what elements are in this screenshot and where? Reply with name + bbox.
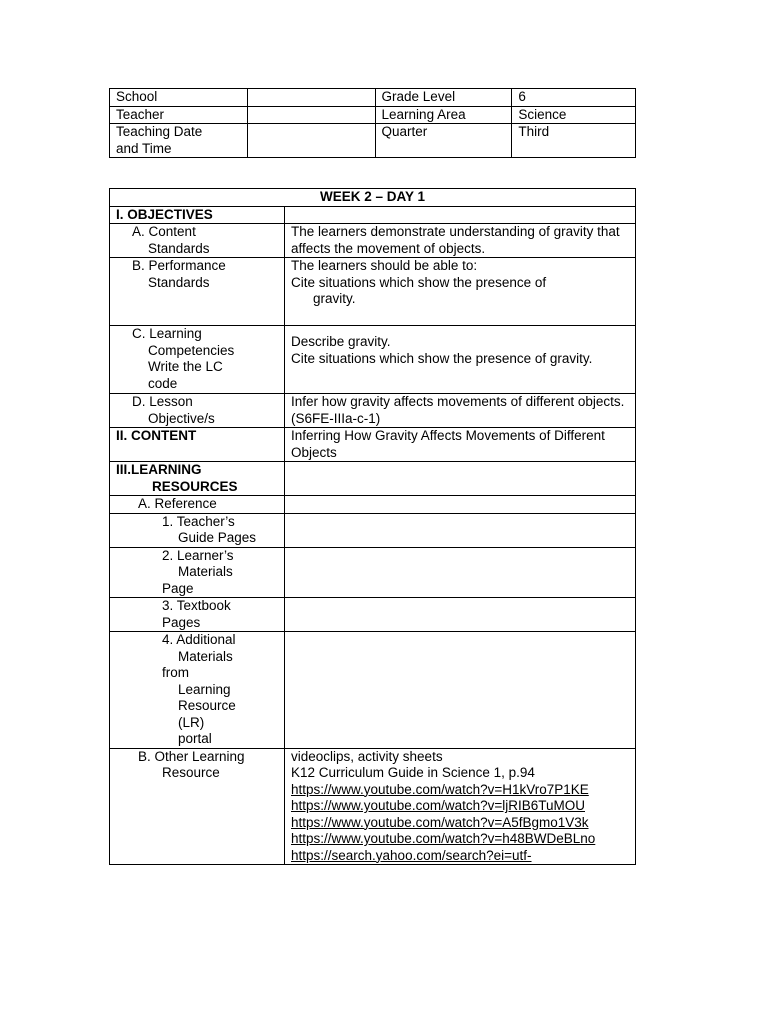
content-standards-row xyxy=(110,224,636,258)
textbook-label xyxy=(110,598,285,632)
performance-standards-value xyxy=(285,258,636,326)
resource-link[interactable]: https://search.yahoo.com/search?ei=utf- xyxy=(291,847,532,863)
competency-line1: Describe gravity. xyxy=(291,334,391,349)
other-resources-row xyxy=(110,748,636,865)
content-standards-label-line2: Standards xyxy=(148,240,210,256)
performance-standards-label-line2: Standards xyxy=(148,274,210,290)
learners-materials-label xyxy=(110,547,285,598)
title-row xyxy=(110,189,636,207)
resource-link[interactable]: https://www.youtube.com/watch?v=H1kVro7P1KE xyxy=(291,781,589,797)
learning-competencies-label-line1: Learning xyxy=(149,326,202,341)
learning-competencies-label-line3: Write the LC xyxy=(148,359,223,374)
date-label-line2: and Time xyxy=(116,140,172,156)
date-value xyxy=(247,124,375,158)
additional-materials-label xyxy=(110,632,285,749)
header-row-school xyxy=(110,89,636,107)
learning-competencies-letter: C. xyxy=(132,326,146,341)
header-row-teacher xyxy=(110,106,636,124)
learning-competencies-value xyxy=(285,326,636,394)
performance-standards-letter: B. xyxy=(132,258,145,273)
lesson-objectives-label-line1: Lesson xyxy=(149,394,193,409)
date-label xyxy=(110,124,248,158)
teacher-value xyxy=(247,106,375,124)
learning-resources-heading-line1: III.LEARNING xyxy=(116,462,202,477)
area-value: Science xyxy=(512,106,636,124)
content-heading: II. CONTENT xyxy=(110,428,285,462)
learning-resources-value xyxy=(285,462,636,496)
other-resources-label xyxy=(110,748,285,865)
teachers-guide-label xyxy=(110,513,285,547)
lesson-objectives-label-line2: Objective/s xyxy=(148,410,215,426)
lesson-plan-table xyxy=(109,188,636,865)
performance-standards-label-line1: Performance xyxy=(148,258,226,273)
learning-competencies-row xyxy=(110,326,636,394)
learning-resources-row xyxy=(110,462,636,496)
other-resources-line1: videoclips, activity sheets xyxy=(291,748,443,764)
grade-label: Grade Level xyxy=(375,89,512,107)
other-resources-line2: K12 Curriculum Guide in Science 1, p.94 xyxy=(291,765,535,780)
area-label: Learning Area xyxy=(375,106,512,124)
performance-standards-row xyxy=(110,258,636,326)
resource-link[interactable]: https://www.youtube.com/watch?v=h48BWDeBLno xyxy=(291,831,596,846)
learners-materials-row xyxy=(110,547,636,598)
learning-resources-heading-line2: RESOURCES xyxy=(152,478,238,494)
objectives-value xyxy=(285,206,636,224)
content-standards-value: The learners demonstrate understanding of gravity that affects the movement of objects. xyxy=(285,224,636,258)
resource-link[interactable]: https://www.youtube.com/watch?v=A5fBgmo1V3k xyxy=(291,814,589,830)
additional-materials-label-line3: from xyxy=(162,665,189,680)
grade-value: 6 xyxy=(512,89,636,107)
textbook-value xyxy=(285,598,636,632)
reference-label: A. Reference xyxy=(110,496,285,514)
performance-standards-label xyxy=(110,258,285,326)
content-value: Inferring How Gravity Affects Movements of Different Objects xyxy=(285,428,636,462)
learners-materials-label-line2: Materials xyxy=(178,564,233,579)
date-label-line1: Teaching Date xyxy=(116,124,203,139)
quarter-label: Quarter xyxy=(375,124,512,158)
learning-resources-heading xyxy=(110,462,285,496)
objectives-heading: I. OBJECTIVES xyxy=(110,206,285,224)
additional-materials-label-line5: Resource xyxy=(178,698,236,713)
reference-row xyxy=(110,496,636,514)
additional-materials-label-line4: Learning xyxy=(178,681,231,697)
teachers-guide-label-line1: 1. Teacher’s xyxy=(162,513,235,529)
learning-competencies-label-line4: code xyxy=(148,375,178,391)
performance-line3: gravity. xyxy=(313,291,356,306)
textbook-row xyxy=(110,598,636,632)
textbook-label-line2: Pages xyxy=(162,614,201,630)
content-standards-label xyxy=(110,224,285,258)
learners-materials-label-line1: 2. Learner’s xyxy=(162,547,234,563)
resource-link[interactable]: https://www.youtube.com/watch?v=ljRIB6TuMOU xyxy=(291,798,585,813)
other-resources-label-line1: B. Other Learning xyxy=(138,748,245,764)
teachers-guide-label-line2: Guide Pages xyxy=(178,530,257,545)
teachers-guide-row xyxy=(110,513,636,547)
reference-value xyxy=(285,496,636,514)
header-row-date xyxy=(110,124,636,158)
textbook-label-line1: 3. Textbook xyxy=(162,598,231,613)
content-standards-letter: A. xyxy=(132,224,145,239)
header-table xyxy=(109,88,636,158)
lesson-objectives-row xyxy=(110,394,636,428)
teachers-guide-value xyxy=(285,513,636,547)
performance-line2: Cite situations which show the presence of xyxy=(291,274,547,290)
teacher-label: Teacher xyxy=(110,106,248,124)
content-standards-label-line1: Content xyxy=(148,224,196,239)
learning-competencies-label-line2: Competencies xyxy=(148,342,235,358)
competency-line2: Cite situations which show the presence of gravity. xyxy=(291,350,593,366)
objectives-row xyxy=(110,206,636,224)
additional-materials-label-line6: (LR) xyxy=(178,714,205,730)
additional-materials-label-line2: Materials xyxy=(178,648,233,664)
other-resources-value xyxy=(285,748,636,865)
learners-materials-value xyxy=(285,547,636,598)
additional-materials-label-line7: portal xyxy=(178,731,212,746)
school-value xyxy=(247,89,375,107)
additional-materials-value xyxy=(285,632,636,749)
performance-line1: The learners should be able to: xyxy=(291,258,478,273)
other-resources-label-line2: Resource xyxy=(162,765,220,780)
quarter-value: Third xyxy=(512,124,636,158)
lesson-objectives-value: Infer how gravity affects movements of different objects. (S6FE-IIIa-c-1) xyxy=(285,394,636,428)
additional-materials-label-line1: 4. Additional xyxy=(162,632,236,647)
learners-materials-label-line3: Page xyxy=(162,580,194,596)
lesson-objectives-letter: D. xyxy=(132,394,146,409)
learning-competencies-label xyxy=(110,326,285,394)
content-row xyxy=(110,428,636,462)
lesson-title: WEEK 2 – DAY 1 xyxy=(110,189,636,207)
additional-materials-row xyxy=(110,632,636,749)
school-label: School xyxy=(110,89,248,107)
lesson-objectives-label xyxy=(110,394,285,428)
